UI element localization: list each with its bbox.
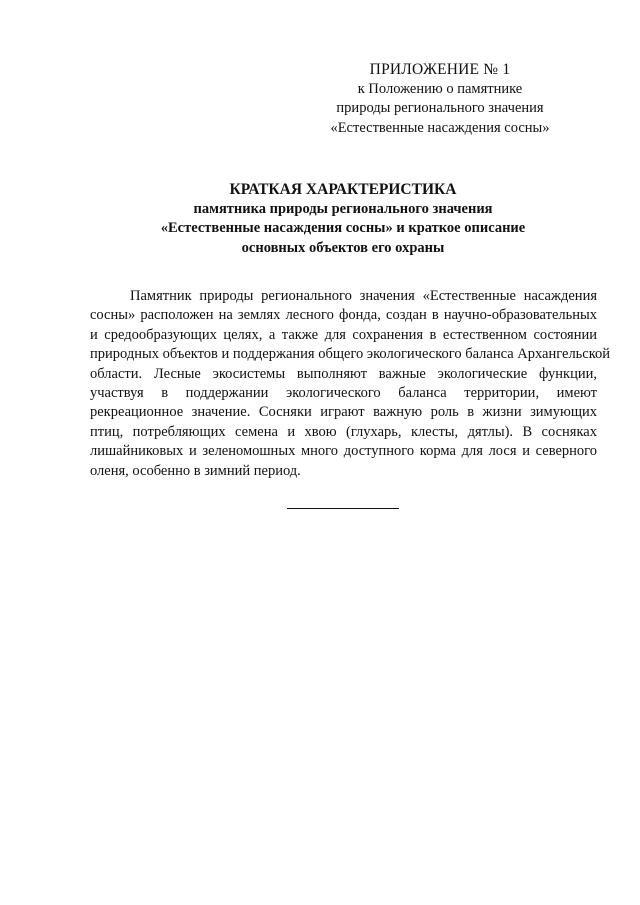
paragraph-line: области. Лесные экосистемы выполняют важные экологические функции, [90, 365, 597, 382]
title-main: КРАТКАЯ ХАРАКТЕРИСТИКА [229, 181, 457, 198]
paragraph-line: сосны» расположен на землях лесного фонда, создан в научно-образовательных [90, 307, 597, 324]
paragraph-line: оленя, особенно в зимний период. [90, 462, 301, 479]
paragraph-line: Памятник природы регионального значения «Естественные насаждения [130, 288, 597, 304]
appendix-header [290, 60, 590, 138]
appendix-line: к Положению о памятнике [357, 80, 523, 97]
body-paragraph [90, 287, 611, 481]
paragraph-line: природных объектов и поддержания общего экологического баланса Архангельской [90, 346, 611, 363]
appendix-line: природы регионального значения [336, 100, 544, 116]
appendix-number: ПРИЛОЖЕНИЕ № 1 [369, 61, 511, 78]
end-separator-line [287, 508, 399, 509]
document-title [80, 180, 606, 258]
paragraph-line: лишайниковых и зеленомошных много доступного корма для лося и северного [90, 443, 597, 460]
appendix-line: «Естественные насаждения сосны» [330, 119, 550, 136]
paragraph-line: птиц, потребляющих семена и хвою (глухарь, клесты, дятлы). В сосняках [90, 423, 597, 440]
title-line: «Естественные насаждения сосны» и краткое описание [160, 220, 526, 236]
paragraph-line: рекреационное значение. Сосняки играют важную роль в жизни зимующих [90, 404, 597, 421]
title-line: основных объектов его охраны [241, 239, 445, 256]
title-line: памятника природы регионального значения [193, 200, 493, 217]
paragraph-line: участвуя в поддержании экологического баланса территории, имеют [90, 385, 597, 402]
paragraph-line: и средообразующих целях, а также для сохранения в естественном состоянии [90, 326, 597, 343]
